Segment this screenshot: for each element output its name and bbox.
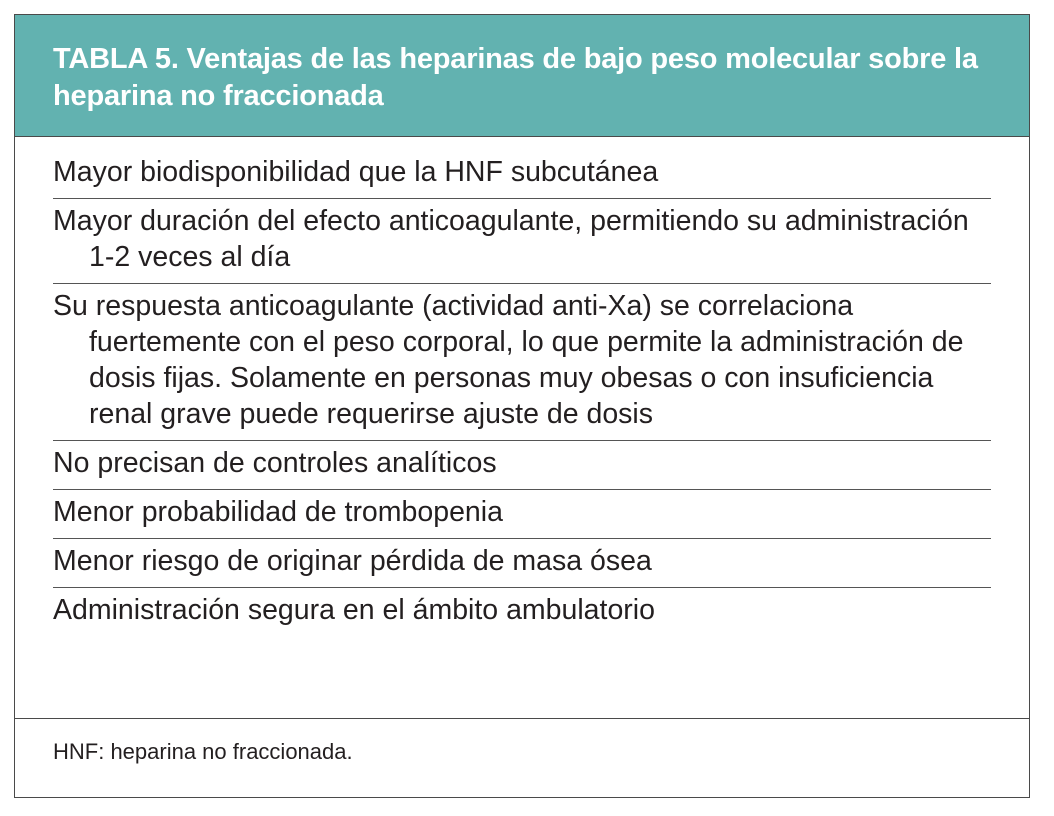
table-row: Administración segura en el ámbito ambulatorio <box>53 594 655 626</box>
table-header <box>15 15 1029 137</box>
table-row: Mayor biodisponibilidad que la HNF subcutánea <box>53 150 991 199</box>
table-row: Su respuesta anticoagulante (actividad anti-Xa) se correlaciona fuertemente con el peso corporal, lo que permite la administración de dosis fijas. Solamente en personas muy obesas o con insuficiencia renal grave puede requerirse ajuste de dosis <box>53 284 991 441</box>
table-body <box>53 150 991 636</box>
table-row: Menor probabilidad de trombopenia <box>53 490 991 539</box>
footer-divider <box>15 718 1029 719</box>
table-title: TABLA 5. Ventajas de las heparinas de bajo peso molecular sobre la heparina no fraccionada <box>53 43 978 112</box>
table-row: Mayor duración del efecto anticoagulante, permitiendo su administración 1-2 veces al día <box>53 199 991 284</box>
table-footnote: HNF: heparina no fraccionada. <box>53 739 353 764</box>
table-frame <box>14 14 1030 798</box>
table-row: Menor riesgo de originar pérdida de masa ósea <box>53 539 991 588</box>
table-row: No precisan de controles analíticos <box>53 441 991 490</box>
